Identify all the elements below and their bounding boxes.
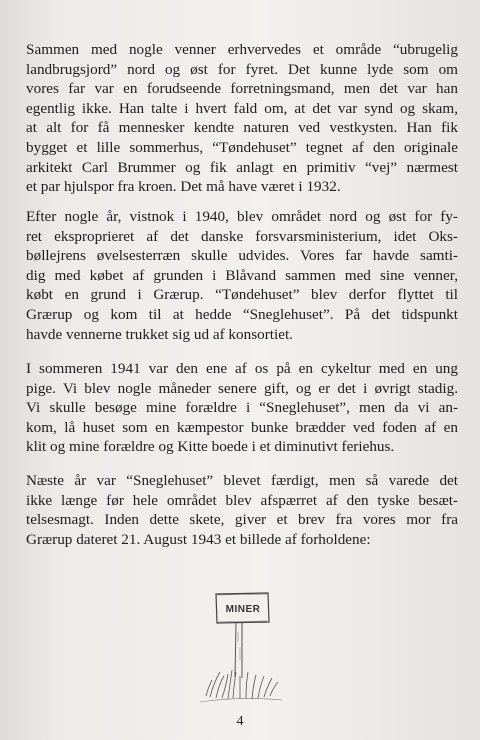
text-line: Grærup og kom til at hedde “Sneglehuset”. På det tidspunkt bbox=[26, 305, 458, 323]
text-line: et par hjulspor fra kroen. Det må have været i 1932. bbox=[26, 178, 341, 196]
text-line: I sommeren 1941 var den ene af os på en cykeltur med en ung bbox=[26, 360, 458, 377]
text-line: landbrugsjord” nord og øst for fyret. Det kunne lyde som om bbox=[26, 60, 458, 78]
text-line: Grærup dateret 21. August 1943 et billede af forholdene: bbox=[26, 530, 371, 548]
text-line: vores far var en forudseende forretningsmand, men det var han bbox=[26, 80, 458, 98]
paragraph-4 bbox=[26, 471, 458, 549]
text-line: ikke længe før hele området blev afspærret af den tyske besæt- bbox=[26, 491, 458, 509]
text-line: at alt for få mennesker kendte naturen ved vestkysten. Han fik bbox=[26, 119, 458, 137]
text-line: bygget et lille sommerhus, “Tøndehuset” tegnet af den originale bbox=[26, 138, 458, 156]
mine-warning-sign bbox=[216, 593, 269, 623]
sign-post bbox=[235, 623, 242, 678]
paragraph-2 bbox=[26, 207, 458, 344]
text-line: egentlig ikke. Han talte i hvert fald om, at det var synd og skam, bbox=[26, 99, 458, 117]
page-number: 4 bbox=[236, 714, 244, 729]
text-line: ret eksproprieret af det danske forsvarsministerium, idet Oks- bbox=[26, 227, 458, 245]
grass-strokes bbox=[200, 670, 282, 702]
text-line: kom, lå huset som en kæmpestor bunke brædder ved foden af en bbox=[26, 418, 458, 436]
text-line: telsesmagt. Inden dette skete, giver et brev fra vores mor fra bbox=[26, 511, 458, 529]
text-line: Vi skulle besøge mine forældre i “Sneglehuset”, men da vi an- bbox=[26, 399, 458, 417]
text-line: bøllejrens øvelsesterræn skulle udvides. Vores far havde samti- bbox=[26, 247, 458, 265]
text-line: Næste år var “Sneglehuset” blevet færdigt, men så varede det bbox=[26, 472, 458, 489]
text-line: Sammen med nogle venner erhvervedes et område “ubrugelig bbox=[26, 41, 458, 58]
text-line: dig med købet af grunden i Blåvand sammen med sine venner, bbox=[26, 266, 458, 284]
text-line: Efter nogle år, vistnok i 1940, blev området nord og øst for fy- bbox=[26, 208, 458, 225]
text-line: klit og mine forældre og Kitte boede i et diminutivt feriehus. bbox=[26, 438, 395, 456]
paragraph-3 bbox=[26, 359, 458, 457]
sign-text: MINER bbox=[225, 604, 261, 615]
text-line: købt en grund i Grærup. “Tøndehuset” blev derfor flyttet til bbox=[26, 286, 458, 304]
text-line: arkitekt Carl Brummer og fik anlagt en primitiv “vej” nærmest bbox=[26, 158, 458, 176]
sketch-illustration bbox=[170, 572, 310, 712]
paragraph-1 bbox=[26, 40, 458, 197]
text-line: havde vennerne trukket sig ud af konsortiet. bbox=[26, 325, 293, 343]
text-line: pige. Vi blev nogle måneder senere gift, og er det i øvrigt stadig. bbox=[26, 379, 458, 397]
